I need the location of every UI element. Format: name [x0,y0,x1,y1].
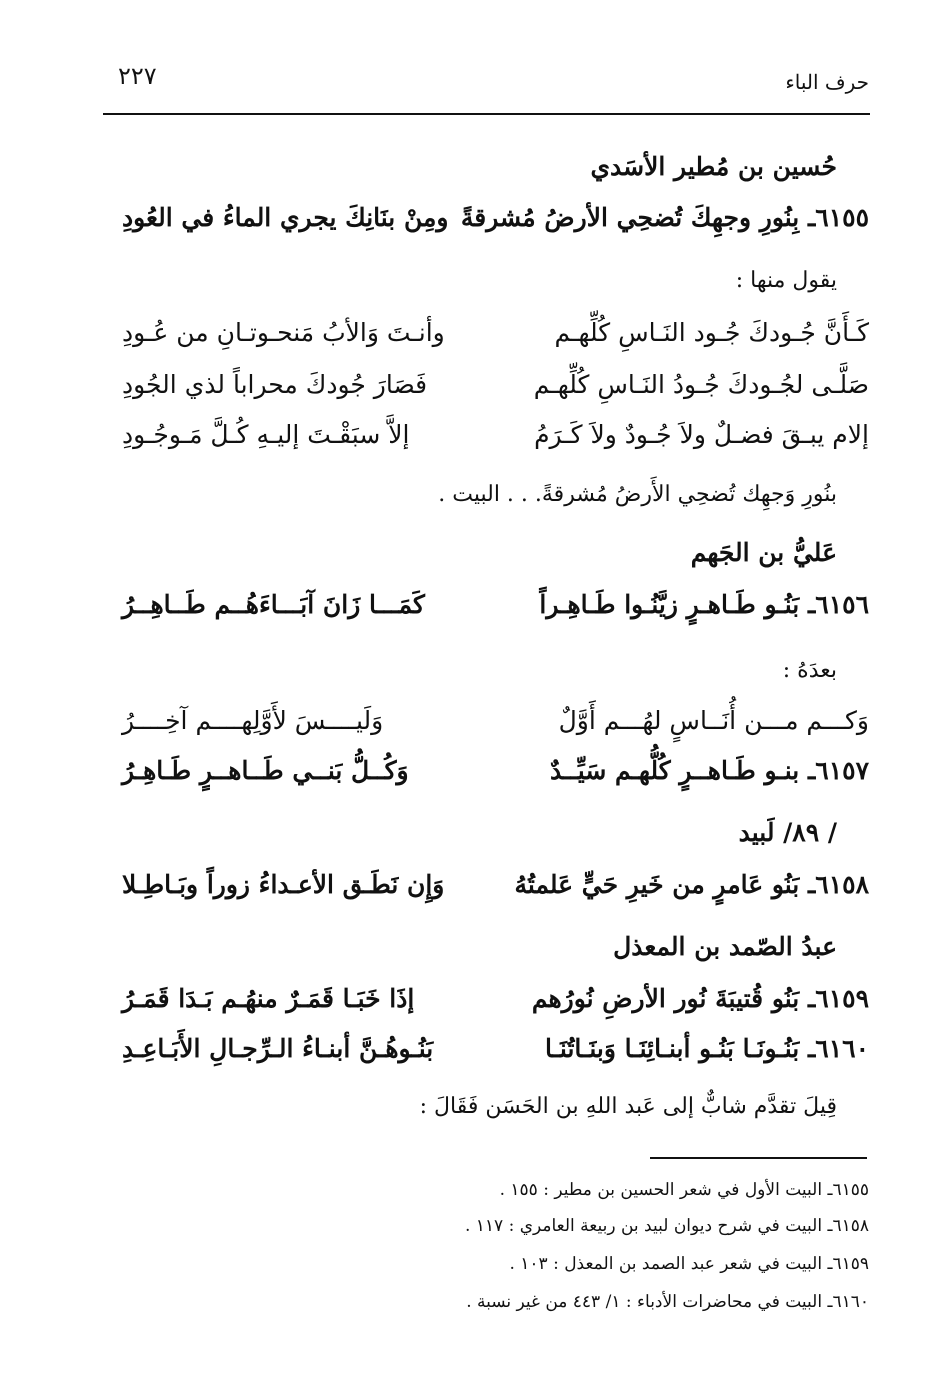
footnote: ٦١٥٩ـ البيت في شعر عبد الصمد بن المعذل : ١٠٣ . [509,1254,869,1274]
verse-first-hemistich: ٦١٥٨ـ بَنُو عَامرٍ من خَيرِ حَيٍّ عَلمتُهُ [514,870,869,899]
verse-first-hemistich: ٦١٥٩ـ بَنُو قُتيبَةَ نُور الأرضِ نُورُهم [531,984,869,1013]
poet-heading: حُسين بن مُطير الأسَدي [590,152,837,181]
verse-second-hemistich: إذَا خَبَـا قَمَـرٌ منهُـم بَـدَا قَمَـرُ [122,984,415,1013]
verse-line [122,370,869,418]
verse-second-hemistich: وَلَيــــسَ لأَوَّلِهــــم آخِــــرُ [122,706,384,735]
verse-second-hemistich: وَكُــلُّ بَنــي طَــاهــرٍ طَـاهِـرُ [122,756,409,785]
footnote: ٦١٦٠ـ البيت في محاضرات الأدباء : ١/ ٤٤٣ من غير نسبة . [466,1292,869,1312]
prose-line: قِيلَ تقدَّم شابٌّ إلى عَبد اللهِ بن الحَسَن فَقَالَ : [419,1094,837,1119]
header-rule [103,113,870,115]
verse-second-hemistich: فَصَارَ جُودكَ محراباً لذي الجُودِ [122,370,428,399]
verse-6157 [122,756,869,804]
verse-second-hemistich: إلاَّ سبَقْـتَ إليـهِ كُـلَّ مَـوجُـودِ [122,420,410,449]
verse-6159 [122,984,869,1032]
verse-6155 [122,203,869,251]
verse-first-hemistich: ٦١٥٦ـ بَنُـو طَـاهـرٍ زيَّنُـوا طَـاهِـراً [539,590,869,619]
verse-second-hemistich: كَمَـــا زَانَ آبَـــاءَهُــم طَــاهِــرُ [122,590,425,619]
footnote: ٦١٥٨ـ البيت في شرح ديوان لبيد بن ربيعة العامري : ١١٧ . [464,1216,869,1236]
page-number: ٢٢٧ [118,62,157,90]
verse-second-hemistich: بَنُـوهُـنَّ أبنـاءُ الـرِّجـالِ الأَبَـاعِـدِ [122,1034,434,1063]
verse-second-hemistich: وَإِن نَطَـق الأعـداءُ زوراً وبَـاطِـلا [122,870,445,899]
footnote: ٦١٥٥ـ البيت الأول في شعر الحسين بن مطير : ١٥٥ . [499,1180,869,1200]
poet-heading: عبدُ الصّمد بن المعذل [613,932,837,961]
verse-first-hemistich: ٦١٦٠ـ بَنُـونَـا بَنُـو أبنـائِنَـا وَبنَـاتُنَـا [544,1034,869,1063]
verse-first-hemistich: إلام يبـقَ فضـلٌ ولاَ جُـودٌ ولاَ كَـرَمُ [534,420,869,449]
verse-first-hemistich: صَلَّـى لجُـودكَ جُـودُ النَـاسِ كُلِّهـم [533,370,869,399]
prose-line: بعدَهُ : [782,658,837,683]
poet-heading: عَليُّ بن الجَهم [690,538,837,567]
poet-heading: / ٨٩/ لَبيد [738,818,837,847]
verse-6160 [122,1034,869,1082]
running-header-title: حرف الباء [785,70,869,94]
verse-line [122,420,869,468]
verse-6156 [122,590,869,638]
verse-6158 [122,870,869,918]
verse-line [122,706,869,754]
verse-first-hemistich: وَكـــم مـــن أُنَــاسٍ لهُـــم أَوَّلٌ [558,706,869,735]
verse-first-hemistich: ٦١٥٧ـ بنـو طَـاهــرٍ كُلُّهـم سَيِّــدٌ [550,756,869,785]
verse-second-hemistich: وأنـتَ وَالأبُ مَنحـوتـانِ من عُـودِ [122,318,445,347]
verse-line [122,318,869,366]
prose-line: يقول منها : [735,268,837,293]
prose-line: بنُورِ وَجهِك تُضحِي الأَرضُ مُشرقةً. . . البيت . [438,482,837,507]
verse-first-hemistich: ٦١٥٥ـ بِنُورِ وجهِكَ تُضحِي الأرضُ مُشرقةً [460,203,869,232]
footnote-rule [650,1157,867,1159]
verse-second-hemistich: ومِنْ بنَانِكَ يجري الماءُ في العُودِ [122,203,449,232]
verse-first-hemistich: كَـأَنَّ جُـودكَ جُـود النَـاسِ كُلِّهـم [554,318,869,347]
